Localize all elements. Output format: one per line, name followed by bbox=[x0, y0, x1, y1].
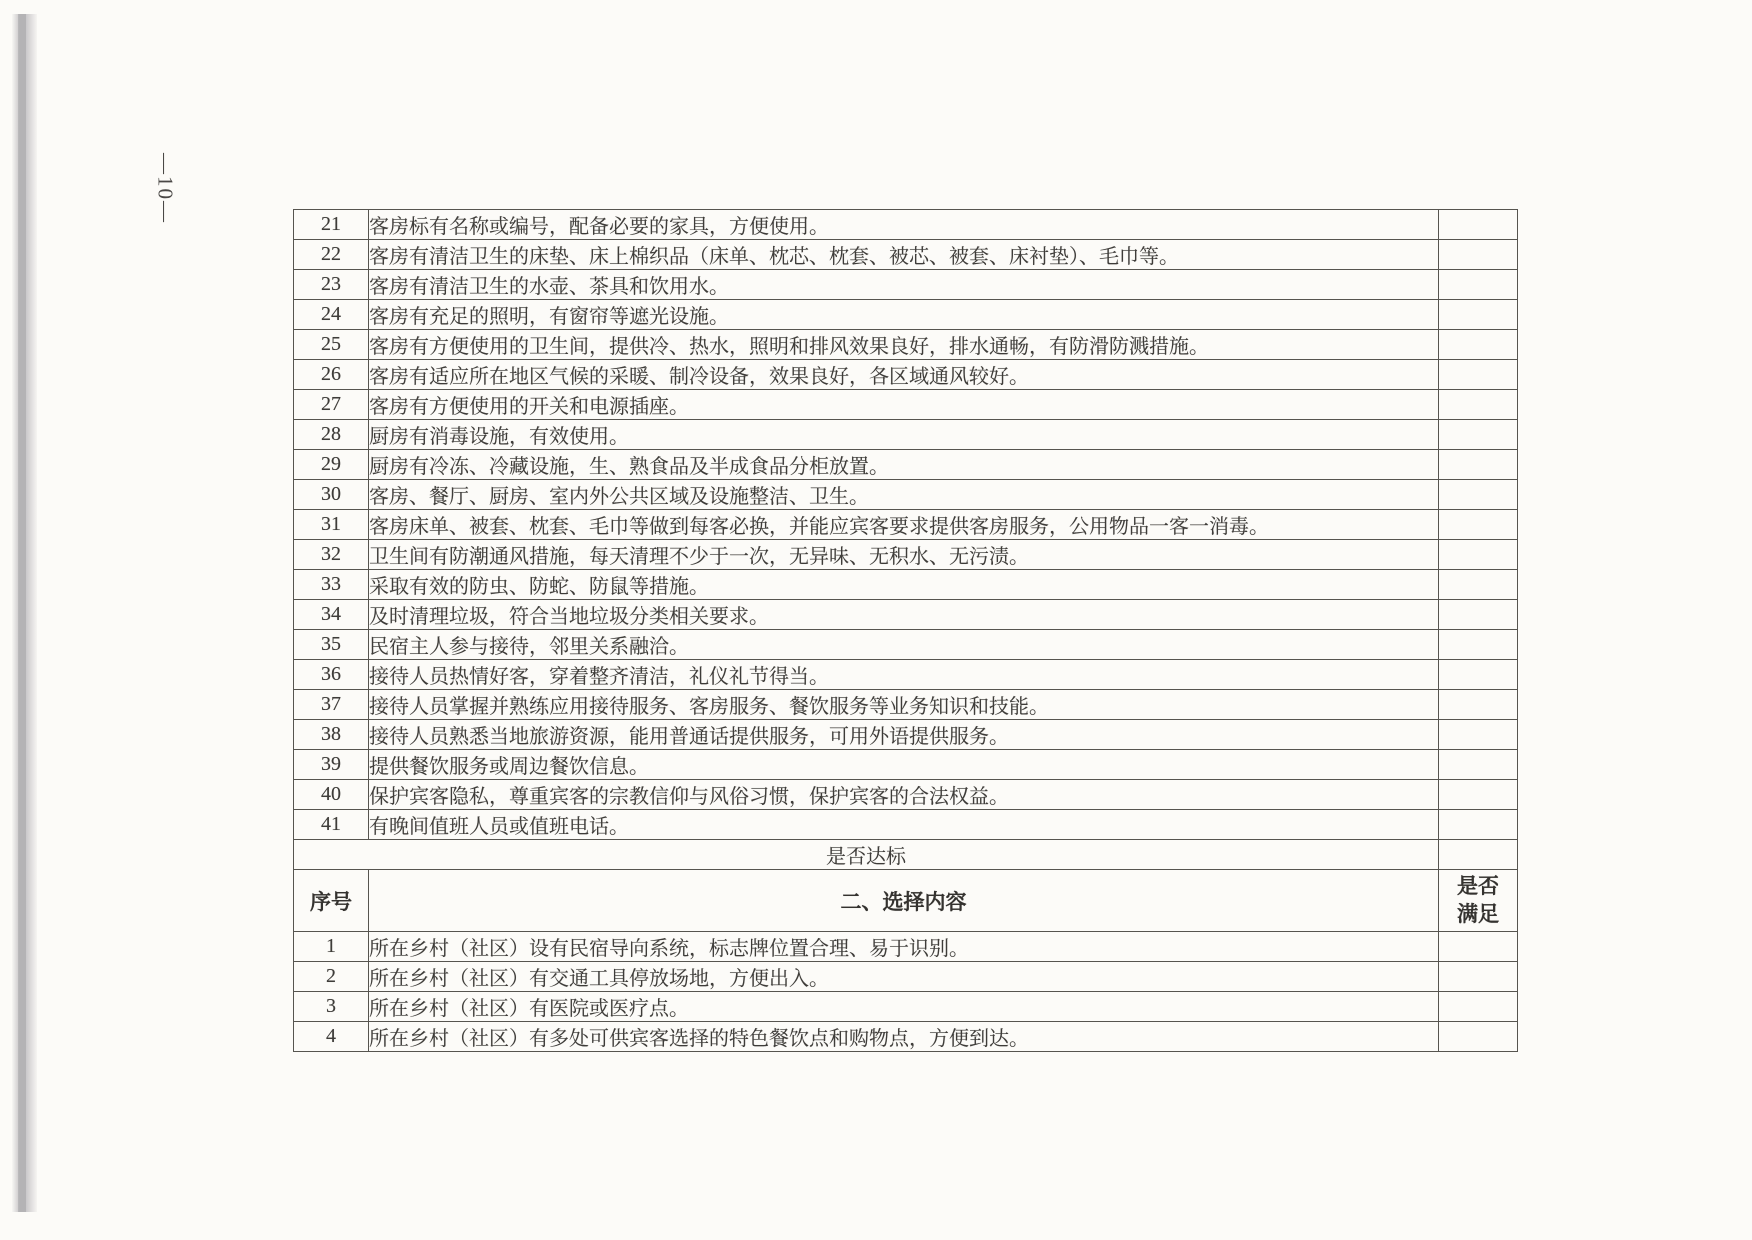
row-number: 1 bbox=[294, 932, 369, 962]
row-text: 所在乡村（社区）有医院或医疗点。 bbox=[369, 992, 1439, 1022]
header-satisfied bbox=[1439, 870, 1518, 932]
table-row bbox=[294, 600, 1518, 630]
row-number: 23 bbox=[294, 270, 369, 300]
table-row bbox=[294, 962, 1518, 992]
row-number: 21 bbox=[294, 210, 369, 240]
row-text: 保护宾客隐私，尊重宾客的宗教信仰与风俗习惯，保护宾客的合法权益。 bbox=[369, 780, 1439, 810]
row-number: 25 bbox=[294, 330, 369, 360]
row-text: 客房标有名称或编号，配备必要的家具，方便使用。 bbox=[369, 210, 1439, 240]
row-status-cell bbox=[1439, 330, 1518, 360]
row-status-cell bbox=[1439, 360, 1518, 390]
page-number: —10— bbox=[153, 153, 178, 224]
table-row bbox=[294, 932, 1518, 962]
table-row-compliance bbox=[294, 840, 1518, 870]
row-number: 32 bbox=[294, 540, 369, 570]
table-row bbox=[294, 210, 1518, 240]
table-row bbox=[294, 1022, 1518, 1052]
row-text: 接待人员掌握并熟练应用接待服务、客房服务、餐饮服务等业务知识和技能。 bbox=[369, 690, 1439, 720]
table-row bbox=[294, 780, 1518, 810]
table-row bbox=[294, 992, 1518, 1022]
row-text: 所在乡村（社区）有多处可供宾客选择的特色餐饮点和购物点，方便到达。 bbox=[369, 1022, 1439, 1052]
table-row bbox=[294, 450, 1518, 480]
row-number: 35 bbox=[294, 630, 369, 660]
row-status-cell bbox=[1439, 480, 1518, 510]
row-status-cell bbox=[1439, 240, 1518, 270]
row-number: 24 bbox=[294, 300, 369, 330]
section1-rows bbox=[294, 210, 1518, 840]
row-status-cell bbox=[1439, 510, 1518, 540]
row-text: 厨房有消毒设施，有效使用。 bbox=[369, 420, 1439, 450]
row-status-cell bbox=[1439, 660, 1518, 690]
row-status-cell bbox=[1439, 810, 1518, 840]
row-text: 客房有方便使用的开关和电源插座。 bbox=[369, 390, 1439, 420]
row-status-cell bbox=[1439, 420, 1518, 450]
row-status-cell bbox=[1439, 540, 1518, 570]
row-status-cell bbox=[1439, 962, 1518, 992]
header-section-title: 二、选择内容 bbox=[369, 870, 1439, 932]
row-text: 接待人员热情好客，穿着整齐清洁，礼仪礼节得当。 bbox=[369, 660, 1439, 690]
row-status-cell bbox=[1439, 750, 1518, 780]
table-row bbox=[294, 540, 1518, 570]
table-row bbox=[294, 570, 1518, 600]
row-number: 2 bbox=[294, 962, 369, 992]
table-row bbox=[294, 720, 1518, 750]
row-text: 客房有充足的照明，有窗帘等遮光设施。 bbox=[369, 300, 1439, 330]
table-row bbox=[294, 330, 1518, 360]
table-row bbox=[294, 360, 1518, 390]
row-number: 41 bbox=[294, 810, 369, 840]
row-text: 客房有清洁卫生的水壶、茶具和饮用水。 bbox=[369, 270, 1439, 300]
row-text: 采取有效的防虫、防蛇、防鼠等措施。 bbox=[369, 570, 1439, 600]
row-number: 37 bbox=[294, 690, 369, 720]
table-row bbox=[294, 630, 1518, 660]
table-row bbox=[294, 420, 1518, 450]
table-row bbox=[294, 270, 1518, 300]
row-number: 33 bbox=[294, 570, 369, 600]
row-text: 客房有适应所在地区气候的采暖、制冷设备，效果良好，各区域通风较好。 bbox=[369, 360, 1439, 390]
row-number: 29 bbox=[294, 450, 369, 480]
row-status-cell bbox=[1439, 932, 1518, 962]
row-text: 有晚间值班人员或值班电话。 bbox=[369, 810, 1439, 840]
row-status-cell bbox=[1439, 270, 1518, 300]
row-status-cell bbox=[1439, 1022, 1518, 1052]
table-row bbox=[294, 750, 1518, 780]
row-status-cell bbox=[1439, 630, 1518, 660]
row-status-cell bbox=[1439, 780, 1518, 810]
row-text: 厨房有冷冻、冷藏设施，生、熟食品及半成食品分柜放置。 bbox=[369, 450, 1439, 480]
row-text: 提供餐饮服务或周边餐饮信息。 bbox=[369, 750, 1439, 780]
row-status-cell bbox=[1439, 390, 1518, 420]
table-row bbox=[294, 480, 1518, 510]
row-status-cell bbox=[1439, 300, 1518, 330]
row-status-cell bbox=[1439, 210, 1518, 240]
row-status-cell bbox=[1439, 992, 1518, 1022]
compliance-status-cell bbox=[1439, 840, 1518, 870]
scan-binding-artifact bbox=[12, 14, 37, 1212]
row-number: 31 bbox=[294, 510, 369, 540]
row-status-cell bbox=[1439, 570, 1518, 600]
table-row bbox=[294, 810, 1518, 840]
header-satisfied-line1: 是否 bbox=[1457, 875, 1499, 899]
row-number: 22 bbox=[294, 240, 369, 270]
section2-header-row bbox=[294, 870, 1518, 932]
row-number: 28 bbox=[294, 420, 369, 450]
row-text: 民宿主人参与接待，邻里关系融洽。 bbox=[369, 630, 1439, 660]
row-status-cell bbox=[1439, 600, 1518, 630]
row-number: 38 bbox=[294, 720, 369, 750]
row-number: 36 bbox=[294, 660, 369, 690]
row-text: 及时清理垃圾，符合当地垃圾分类相关要求。 bbox=[369, 600, 1439, 630]
table-row bbox=[294, 240, 1518, 270]
row-text: 所在乡村（社区）有交通工具停放场地，方便出入。 bbox=[369, 962, 1439, 992]
row-text: 客房有清洁卫生的床垫、床上棉织品（床单、枕芯、枕套、被芯、被套、床衬垫）、毛巾等。 bbox=[369, 240, 1439, 270]
row-text: 客房床单、被套、枕套、毛巾等做到每客必换，并能应宾客要求提供客房服务，公用物品一客一消毒。 bbox=[369, 510, 1439, 540]
row-status-cell bbox=[1439, 720, 1518, 750]
row-number: 30 bbox=[294, 480, 369, 510]
table-row bbox=[294, 690, 1518, 720]
row-text: 所在乡村（社区）设有民宿导向系统，标志牌位置合理、易于识别。 bbox=[369, 932, 1439, 962]
row-status-cell bbox=[1439, 450, 1518, 480]
table-row bbox=[294, 660, 1518, 690]
table-row bbox=[294, 510, 1518, 540]
row-number: 34 bbox=[294, 600, 369, 630]
row-number: 40 bbox=[294, 780, 369, 810]
table-row bbox=[294, 390, 1518, 420]
row-number: 26 bbox=[294, 360, 369, 390]
table-row bbox=[294, 300, 1518, 330]
row-status-cell bbox=[1439, 690, 1518, 720]
row-text: 卫生间有防潮通风措施，每天清理不少于一次，无异味、无积水、无污渍。 bbox=[369, 540, 1439, 570]
header-satisfied-line2: 满足 bbox=[1457, 902, 1499, 926]
row-number: 27 bbox=[294, 390, 369, 420]
row-text: 接待人员熟悉当地旅游资源，能用普通话提供服务，可用外语提供服务。 bbox=[369, 720, 1439, 750]
row-number: 3 bbox=[294, 992, 369, 1022]
header-serial-number: 序号 bbox=[294, 870, 369, 932]
row-number: 39 bbox=[294, 750, 369, 780]
row-text: 客房有方便使用的卫生间，提供冷、热水，照明和排风效果良好，排水通畅，有防滑防溅措施。 bbox=[369, 330, 1439, 360]
section2-rows bbox=[294, 932, 1518, 1052]
compliance-label: 是否达标 bbox=[294, 840, 1439, 870]
checklist-table bbox=[293, 209, 1518, 1052]
row-text: 客房、餐厅、厨房、室内外公共区域及设施整洁、卫生。 bbox=[369, 480, 1439, 510]
row-number: 4 bbox=[294, 1022, 369, 1052]
scan-binding-streak bbox=[18, 14, 26, 1212]
